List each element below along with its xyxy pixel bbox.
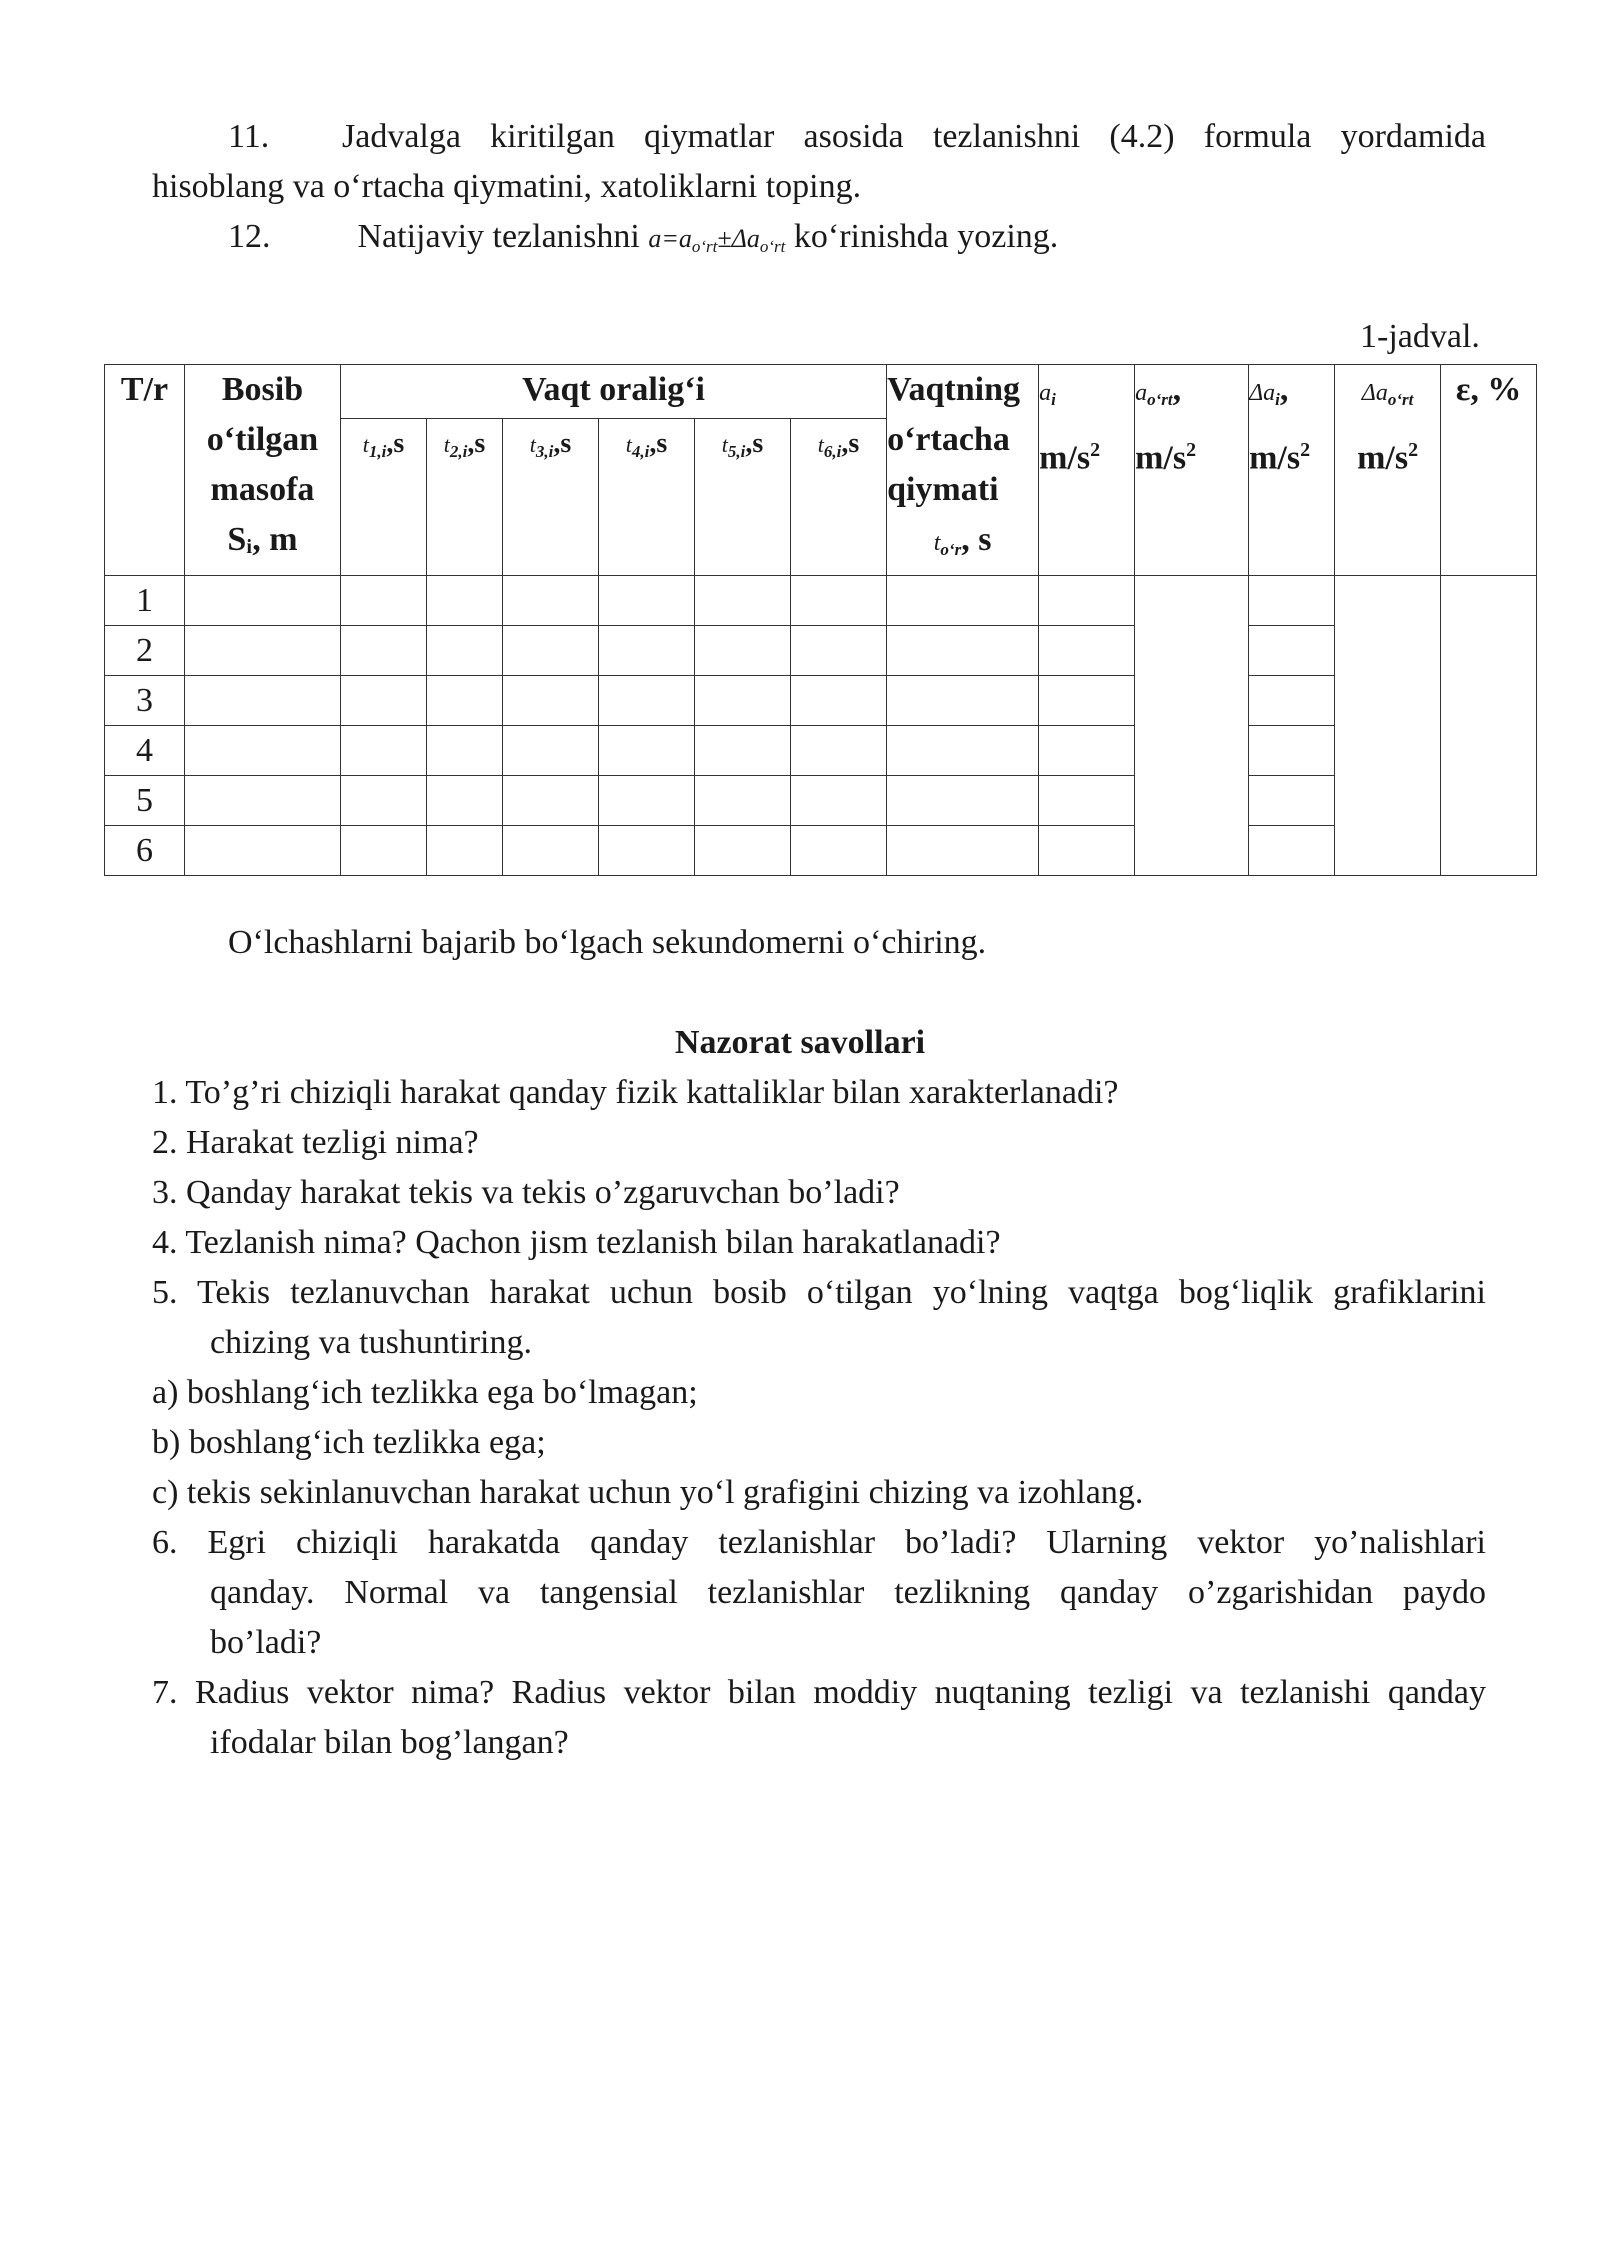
stopwatch-note: O‘lchashlarni bajarib bo‘lgach sekundomerni o‘chiring. — [228, 924, 987, 961]
table-cell — [341, 726, 427, 776]
table-cell — [695, 626, 791, 676]
question-6-continuation: qanday. Normal va tangensial tezlanishlar tezlikning qanday o’zgarishidan paydo — [210, 1574, 1486, 1611]
formula-sub: o‘rt — [759, 237, 786, 256]
table-cell — [695, 726, 791, 776]
header-time-group: Vaqt oralig‘i — [341, 365, 887, 419]
question-1: 1. To’g’ri chiziqli harakat qanday fizik kattaliklar bilan xarakterlanadi? — [152, 1074, 1119, 1111]
header-t5: $t_{5,i},s$ — [695, 418, 791, 575]
question-6-continuation-2: bo’ladi? — [210, 1624, 322, 1661]
table-cell — [887, 726, 1039, 776]
table-cell — [791, 826, 887, 876]
table-cell — [503, 676, 599, 726]
table-cell — [1249, 726, 1335, 776]
row-number: 6 — [105, 826, 185, 876]
table-cell — [791, 626, 887, 676]
formula-part: a=a — [648, 224, 692, 253]
table-cell — [1039, 626, 1135, 676]
table-cell — [599, 576, 695, 626]
table-cell — [1249, 626, 1335, 676]
question-2: 2. Harakat tezligi nima? — [152, 1124, 479, 1161]
table-cell — [341, 576, 427, 626]
step-text: Jadvalga kiritilgan qiymatlar asosida tezlanishni (4.2) formula yordamida — [342, 118, 1486, 155]
formula-part: ±Δa — [717, 224, 760, 253]
table-cell — [1249, 676, 1335, 726]
table-cell — [185, 676, 341, 726]
question-7-continuation: ifodalar bilan bog’langan? — [210, 1724, 569, 1761]
table-cell — [427, 776, 503, 826]
table-cell — [1249, 776, 1335, 826]
table-cell — [1249, 826, 1335, 876]
header-avg-time: Vaqtning o‘rtacha qiymati $t_{o‘r}$, s — [887, 365, 1039, 576]
table-cell — [341, 826, 427, 876]
header-ai: $a_i$ $m/s^2$ — [1039, 365, 1135, 576]
table-cell-merged — [1441, 576, 1537, 876]
table-cell — [695, 826, 791, 876]
table-cell — [1039, 676, 1135, 726]
formula-sub: o‘rt — [691, 237, 718, 256]
table-cell — [503, 826, 599, 876]
question-5c: c) tekis sekinlanuvchan harakat uchun yo‘l grafigini chizing va izohlang. — [152, 1474, 1144, 1511]
table-cell — [791, 726, 887, 776]
table-cell — [503, 576, 599, 626]
row-number: 3 — [105, 676, 185, 726]
header-delta-ai: $\Delta a_i$, $m/s^2$ — [1249, 365, 1335, 576]
question-3: 3. Qanday harakat tekis va tekis o’zgaruvchan bo’ladi? — [152, 1174, 900, 1211]
header-t4: $t_{4,i},s$ — [599, 418, 695, 575]
table-cell — [503, 726, 599, 776]
table-cell — [599, 676, 695, 726]
table-cell — [1249, 576, 1335, 626]
table-cell — [341, 626, 427, 676]
table-cell — [599, 626, 695, 676]
table-cell — [341, 776, 427, 826]
table-cell — [1039, 726, 1135, 776]
table-row — [105, 826, 1537, 876]
table-cell — [1039, 576, 1135, 626]
table-cell — [427, 626, 503, 676]
table-row — [105, 726, 1537, 776]
table-caption: 1-jadval. — [1360, 318, 1480, 355]
step-text-before: Natijaviy tezlanishni — [357, 218, 640, 255]
header-delta-a-avg: $\Delta a_{o‘rt}$ $m/s^2$ — [1335, 365, 1441, 576]
table-cell — [427, 826, 503, 876]
header-epsilon: ε, % — [1441, 365, 1537, 576]
row-number: 1 — [105, 576, 185, 626]
table-cell — [185, 626, 341, 676]
table-cell — [503, 776, 599, 826]
step-text-after: ko‘rinishda yozing. — [793, 218, 1059, 255]
table-cell — [887, 776, 1039, 826]
step-number: 12. — [228, 218, 271, 255]
table-cell — [791, 776, 887, 826]
table-row — [105, 626, 1537, 676]
table-cell-merged — [1335, 576, 1441, 876]
step-11-continuation: hisoblang va o‘rtacha qiymatini, xatoliklarni toping. — [152, 168, 862, 205]
question-4: 4. Tezlanish nima? Qachon jism tezlanish bilan harakatlanadi? — [152, 1224, 1001, 1261]
table-cell — [887, 826, 1039, 876]
question-7: 7. Radius vektor nima? Radius vektor bilan moddiy nuqtaning tezligi va tezlanishi qanday — [152, 1674, 1486, 1711]
question-6: 6. Egri chiziqli harakatda qanday tezlanishlar bo’ladi? Ularning vektor yo’nalishlari — [152, 1524, 1486, 1561]
table-cell — [599, 776, 695, 826]
questions-heading: Nazorat savollari — [674, 1024, 926, 1061]
question-5: 5. Tekis tezlanuvchan harakat uchun bosib o‘tilgan yo‘lning vaqtga bog‘liqlik grafiklarini — [152, 1274, 1486, 1311]
header-t2: $t_{2,i},s$ — [427, 418, 503, 575]
row-number: 2 — [105, 626, 185, 676]
header-t3: $t_{3,i},s$ — [503, 418, 599, 575]
table-cell — [1039, 826, 1135, 876]
header-t1: $t_{1,i},s$ — [341, 418, 427, 575]
step-12 — [228, 212, 1058, 272]
table-cell — [887, 676, 1039, 726]
question-5b: b) boshlang‘ich tezlikka ega; — [152, 1424, 546, 1461]
table-cell — [185, 826, 341, 876]
result-formula — [648, 224, 786, 256]
table-cell — [427, 576, 503, 626]
step-number: 11. — [228, 118, 270, 155]
question-5a: a) boshlang‘ich tezlikka ega bo‘lmagan; — [152, 1374, 698, 1411]
measurement-table — [104, 364, 1537, 876]
table-cell — [887, 626, 1039, 676]
table-cell — [791, 676, 887, 726]
row-number: 5 — [105, 776, 185, 826]
table-cell — [185, 776, 341, 826]
table-cell — [503, 626, 599, 676]
table-row — [105, 576, 1537, 626]
table-cell — [695, 776, 791, 826]
table-cell — [185, 726, 341, 776]
header-distance: Bosib o‘tilgan masofa Sᵢ, m — [185, 365, 341, 576]
table-cell — [341, 676, 427, 726]
header-t6: $t_{6,i},s$ — [791, 418, 887, 575]
header-a-avg: $a_{o‘rt}$, $m/s^2$ — [1135, 365, 1249, 576]
table-cell — [695, 676, 791, 726]
table-cell — [1039, 776, 1135, 826]
table-row — [105, 676, 1537, 726]
table-cell — [695, 576, 791, 626]
table-cell — [599, 726, 695, 776]
row-number: 4 — [105, 726, 185, 776]
table-cell — [427, 676, 503, 726]
table-cell — [185, 576, 341, 626]
header-tr: T/r — [105, 365, 185, 576]
table-row — [105, 776, 1537, 826]
question-5-continuation: chizing va tushuntiring. — [210, 1324, 533, 1361]
table-cell — [599, 826, 695, 876]
table-cell — [427, 726, 503, 776]
table-cell-merged — [1135, 576, 1249, 876]
step-11 — [228, 112, 1486, 162]
table-cell — [887, 576, 1039, 626]
table-cell — [791, 576, 887, 626]
